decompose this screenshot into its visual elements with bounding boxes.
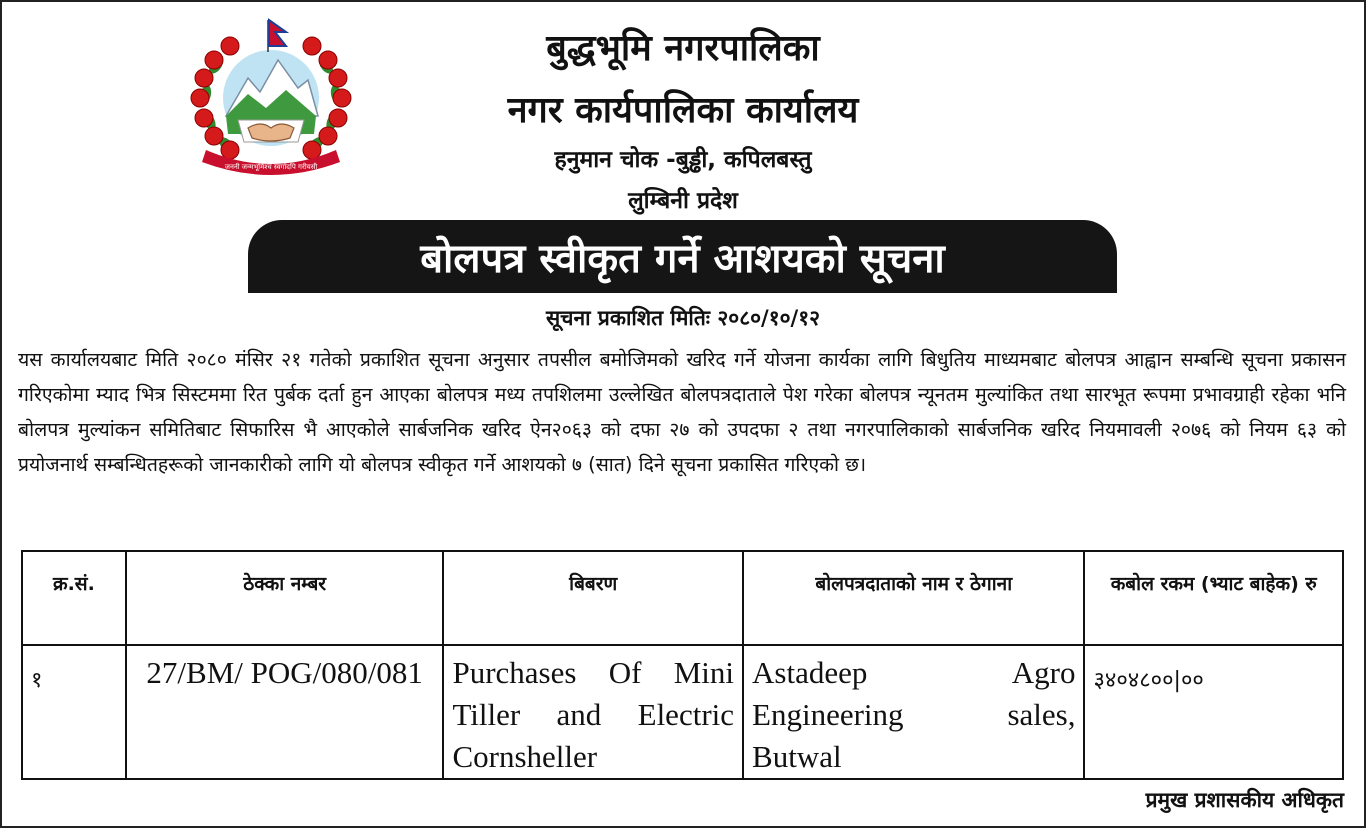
table-header-row	[22, 551, 1343, 645]
emblem-motto: जननी जन्मभूमिश्च स्वर्गादपि गरीयसी	[224, 163, 318, 171]
col-header-contract-no: ठेक्का नम्बर	[126, 551, 444, 645]
col-header-description: बिबरण	[443, 551, 743, 645]
cell-contract-no: 27/BM/ POG/080/081	[126, 645, 444, 779]
province-name: लुम्बिनी प्रदेश	[628, 188, 738, 214]
office-address: हनुमान चोक -बुड्ढी, कपिलबस्तु	[554, 147, 812, 173]
signatory-title: प्रमुख प्रशासकीय अधिकृत	[1145, 788, 1344, 812]
bid-table	[21, 550, 1344, 780]
municipality-name: बुद्धभूमि नगरपालिका	[546, 28, 820, 69]
notice-title: बोलपत्र स्वीकृत गर्ने आशयको सूचना	[420, 236, 945, 282]
cell-amount: ३४०४८००|००	[1084, 645, 1343, 779]
cell-bidder: Astadeep Agro Engineering sales, Butwal	[743, 645, 1084, 779]
cell-description: Purchases Of Mini Tiller and Electric Cornsheller	[443, 645, 743, 779]
col-header-bidder: बोलपत्रदाताको नाम र ठेगाना	[743, 551, 1084, 645]
table-row	[22, 645, 1343, 779]
notice-body: यस कार्यालयबाट मिति २०८० मंसिर २१ गतेको प्रकाशित सूचना अनुसार तपसील बमोजिमको खरिद गर्ने योजना कार्यका लागि बिधुतिय माध्यमबाट बोलपत्र आह्वान सम्बन्धि सूचना प्रकासन गरिएकोमा म्याद भित्र सिस्टममा रित पुर्बक दर्ता हुन आएका बोलपत्र मध्य तपशिलमा उल्लेखित बोलपत्रदाताले पेश गरेका बोलपत्र न्यूनतम मुल्यांकित तथा सारभूत रूपमा प्रभावग्राही रहेका भनि बोलपत्र मुल्यांकन समितिबाट सिफारिस भै आएकोले सार्बजनिक खरिद ऐन२०६३ को दफा २७ को उपदफा २ तथा नगरपालिकाको सार्बजनिक खरिद नियमावली २०७६ को नियम ६३ को प्रयोजनार्थ सम्बन्धितहरूको जानकारीको लागि यो बोलपत्र स्वीकृत गर्ने आशयको ७ (सात) दिने सूचना प्रकासित गरिएको छ।	[18, 348, 1346, 476]
col-header-amount: कबोल रकम (भ्याट बाहेक) रु	[1084, 551, 1343, 645]
office-name: नगर कार्यपालिका कार्यालय	[507, 90, 859, 131]
notice-title-banner	[248, 220, 1117, 293]
col-header-sn: क्र.सं.	[22, 551, 126, 645]
cell-sn: १	[22, 645, 126, 779]
published-date: सूचना प्रकाशित मितिः २०८०/१०/१२	[545, 306, 821, 330]
